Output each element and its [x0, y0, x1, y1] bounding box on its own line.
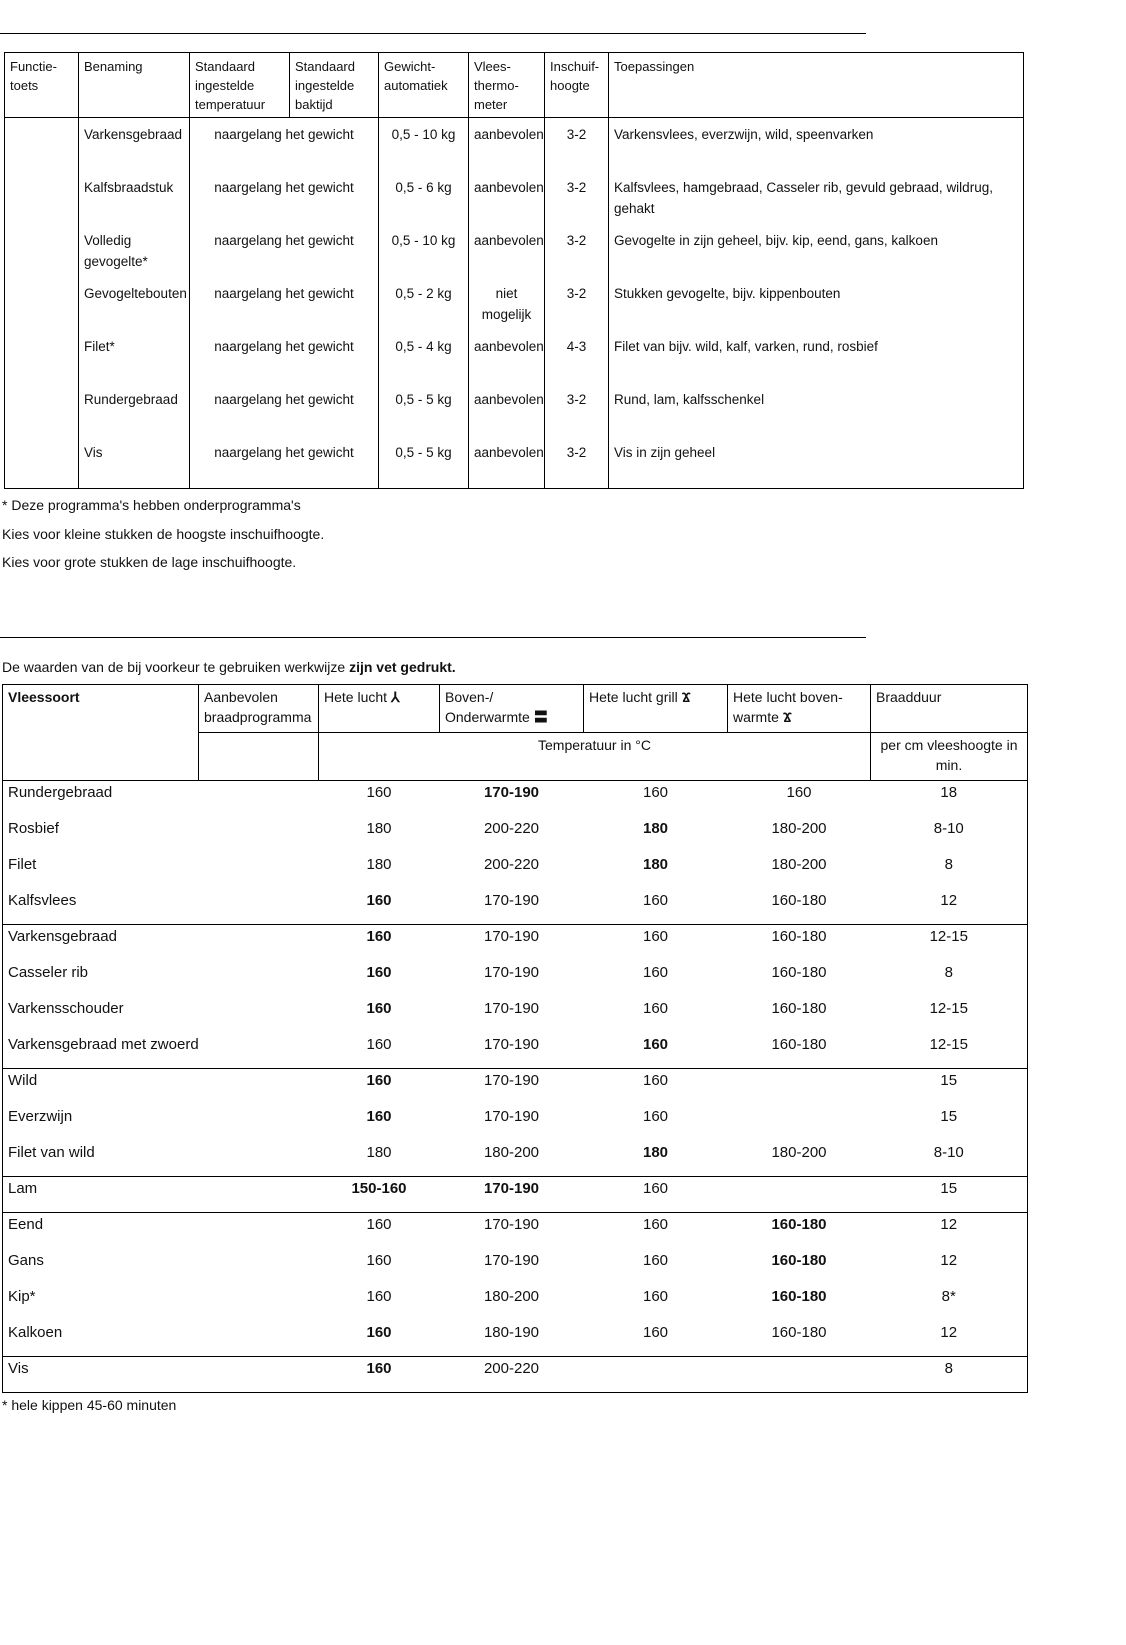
shelf-height: 3-2 [545, 118, 609, 171]
table-row [3, 817, 1028, 853]
table-row [3, 1141, 1028, 1177]
recommended-program [199, 1033, 319, 1069]
hot-air-top-heat-value: 160 [728, 781, 871, 817]
hot-air-top-heat-value: 160-180 [728, 1213, 871, 1249]
hot-air-value: 160 [366, 1251, 392, 1269]
shelf-height: 4-3 [545, 330, 609, 383]
duration-value: 12-15 [929, 999, 968, 1017]
hot-air-grill-value [584, 1357, 728, 1393]
hot-air-grill-value: 160 [642, 963, 669, 981]
top-bottom-heat-value: 170-190 [440, 1177, 584, 1213]
intro-bold: zijn vet gedrukt. [349, 659, 456, 675]
meat-type: Rosbief [8, 819, 59, 837]
recommended-program [199, 1177, 319, 1213]
meat-type: Everzwijn [8, 1107, 73, 1125]
hot-air-top-heat-value: 160-180 [771, 1035, 827, 1053]
function-key-cell [5, 436, 79, 489]
hot-air-top-heat-value [728, 1177, 871, 1213]
hot-air-top-heat-value [728, 1105, 871, 1141]
table-row [5, 171, 1024, 224]
applications: Gevogelte in zijn geheel, bijv. kip, eend, gans, kalkoen [609, 224, 1024, 277]
table-row [3, 1285, 1028, 1321]
hot-air-value: 160 [366, 891, 392, 909]
recommended-program [199, 997, 319, 1033]
column-header: Toepassingen [609, 53, 1024, 118]
header-hot-air-top: Hete lucht boven-warmte Ϫ [728, 685, 871, 733]
recommended-program [199, 1321, 319, 1357]
weight-range: 0,5 - 4 kg [379, 330, 469, 383]
top-bottom-heat-value: 170-190 [440, 925, 584, 961]
weight-range: 0,5 - 10 kg [379, 224, 469, 277]
meat-type: Varkensgebraad met zwoerd [8, 1035, 199, 1053]
program-name: Gevogeltebouten [79, 277, 190, 330]
top-bottom-heat-value: 170-190 [483, 891, 540, 909]
duration-value: 8* [941, 1287, 956, 1305]
standard-settings: naargelang het gewicht [190, 277, 379, 330]
top-bottom-heat-value: 170-190 [483, 963, 540, 981]
header-program: Aanbevolen braadprogramma [199, 685, 319, 733]
duration-value: 12-15 [929, 1035, 968, 1053]
program-name: Varkensgebraad [79, 118, 190, 171]
column-header: Benaming [79, 53, 190, 118]
table-row [3, 961, 1028, 997]
top-bottom-heat-value: 180-200 [483, 1143, 540, 1161]
standard-settings: naargelang het gewicht [190, 330, 379, 383]
table-row [3, 1321, 1028, 1357]
column-header: Inschuif- hoogte [545, 53, 609, 118]
top-bottom-heat-value: 200-220 [483, 819, 540, 837]
meat-type: Kalfsvlees [8, 891, 77, 909]
note: * Deze programma's hebben onderprogramma's [2, 497, 301, 513]
hot-air-value: 160 [366, 1107, 392, 1125]
meat-thermometer: aanbevolen [469, 330, 545, 383]
meat-thermometer: niet mogelijk [469, 277, 545, 330]
hot-air-top-heat-value: 180-200 [771, 1143, 827, 1161]
hot-air-grill-value: 160 [642, 1251, 669, 1269]
hot-air-grill-value: 180 [642, 819, 669, 837]
meat-type: Wild [3, 1069, 199, 1105]
roasting-table [2, 684, 1028, 1393]
standard-settings: naargelang het gewicht [190, 224, 379, 277]
note: Kies voor grote stukken de lage inschuifhoogte. [2, 554, 297, 570]
meat-type: Filet van wild [8, 1143, 95, 1161]
duration-value: 8-10 [933, 1143, 964, 1161]
hot-air-top-heat-value: 160-180 [771, 999, 827, 1017]
recommended-program [199, 1105, 319, 1141]
duration-value: 8 [871, 1357, 1028, 1393]
function-key-cell [5, 171, 79, 224]
table-row [5, 277, 1024, 330]
hot-air-grill-value: 160 [642, 1287, 669, 1305]
column-header: Standaard ingestelde baktijd [290, 53, 379, 118]
hot-air-value: 160 [319, 781, 440, 817]
meat-type: Filet [8, 855, 37, 873]
hot-air-icon: ⅄ [391, 689, 400, 705]
hot-air-grill-value: 160 [642, 891, 669, 909]
top-bottom-heat-value: 170-190 [440, 1213, 584, 1249]
program-name: Vis [79, 436, 190, 489]
top-bottom-heat-value: 170-190 [440, 781, 584, 817]
top-bottom-heat-value: 170-190 [483, 999, 540, 1017]
hot-air-value: 160 [366, 1035, 392, 1053]
top-bottom-heat-value: 200-220 [483, 855, 540, 873]
duration-value: 15 [871, 1177, 1028, 1213]
top-bottom-heat-value: 170-190 [483, 1035, 540, 1053]
shelf-height: 3-2 [545, 277, 609, 330]
weight-range: 0,5 - 2 kg [379, 277, 469, 330]
weight-range: 0,5 - 10 kg [379, 118, 469, 171]
notes [2, 491, 1024, 577]
standard-settings: naargelang het gewicht [190, 436, 379, 489]
hot-air-value: 160 [319, 925, 440, 961]
meat-thermometer: aanbevolen [469, 436, 545, 489]
recommended-program [199, 1285, 319, 1321]
roasting-section [2, 658, 1028, 1415]
program-name: Kalfsbraadstuk [79, 171, 190, 224]
top-bottom-heat-value: 200-220 [440, 1357, 584, 1393]
duration-value: 18 [871, 781, 1028, 817]
hot-air-value: 160 [366, 963, 392, 981]
hot-air-top-heat-value: 160-180 [771, 1287, 827, 1305]
duration-value: 12-15 [871, 925, 1028, 961]
column-header: Gewicht- automatiek [379, 53, 469, 118]
applications: Rund, lam, kalfsschenkel [609, 383, 1024, 436]
meat-type: Gans [8, 1251, 44, 1269]
function-key-cell [5, 277, 79, 330]
header-per-cm: per cm vleeshoogte in min. [871, 733, 1028, 781]
table-row [3, 781, 1028, 817]
table-row [3, 1177, 1028, 1213]
hot-air-value: 180 [366, 855, 392, 873]
header-duration: Braadduur [871, 685, 1028, 733]
meat-type: Varkensgebraad [3, 925, 199, 961]
top-bottom-heat-value: 180-190 [483, 1323, 540, 1341]
meat-type: Rundergebraad [3, 781, 199, 817]
standard-settings: naargelang het gewicht [190, 383, 379, 436]
table-row [3, 997, 1028, 1033]
applications: Vis in zijn geheel [609, 436, 1024, 489]
intro-text [2, 658, 1028, 676]
hot-air-grill-value: 180 [642, 1143, 669, 1161]
meat-type: Casseler rib [8, 963, 89, 981]
hot-air-value: 160 [319, 1357, 440, 1393]
hot-air-grill-value: 160 [584, 925, 728, 961]
recommended-program [199, 925, 319, 961]
duration-value: 12 [940, 1251, 958, 1269]
meat-type: Lam [3, 1177, 199, 1213]
table-row [3, 889, 1028, 925]
table-row [3, 853, 1028, 889]
hot-air-top-heat-value [728, 1069, 871, 1105]
table-row [3, 1105, 1028, 1141]
header-top-bottom: Boven-/ Onderwarmte 〓 [440, 685, 584, 733]
header-hot-air: Hete lucht ⅄ [319, 685, 440, 733]
table-row [3, 1069, 1028, 1105]
hot-air-value: 160 [366, 1323, 392, 1341]
hot-air-grill-value: 160 [584, 1213, 728, 1249]
meat-type: Varkensschouder [8, 999, 124, 1017]
meat-type: Kalkoen [8, 1323, 63, 1341]
hot-air-grill-value: 160 [642, 1107, 669, 1125]
table-row [3, 1249, 1028, 1285]
column-header: Functie- toets [5, 53, 79, 118]
note: Kies voor kleine stukken de hoogste inschuifhoogte. [2, 525, 325, 542]
table-row [5, 436, 1024, 489]
column-header: Standaard ingestelde temperatuur [190, 53, 290, 118]
function-key-cell [5, 330, 79, 383]
hot-air-top-heat-value: 160-180 [771, 891, 827, 909]
weight-range: 0,5 - 5 kg [379, 436, 469, 489]
recommended-program [199, 961, 319, 997]
header-empty [199, 733, 319, 781]
hot-air-grill-value: 160 [642, 1035, 669, 1053]
meat-type: Eend [3, 1213, 199, 1249]
table-row [5, 330, 1024, 383]
hot-air-value: 160 [319, 1069, 440, 1105]
table-row [5, 224, 1024, 277]
hot-air-grill-value: 160 [642, 1323, 669, 1341]
roast-programs-table [4, 52, 1024, 489]
shelf-height: 3-2 [545, 383, 609, 436]
hot-air-top-heat-value: 160-180 [771, 1251, 827, 1269]
shelf-height: 3-2 [545, 436, 609, 489]
duration-value: 12 [940, 891, 958, 909]
duration-value: 8-10 [933, 819, 964, 837]
recommended-program [199, 1249, 319, 1285]
hot-air-top-heat-value: 160-180 [728, 925, 871, 961]
function-key-cell [5, 383, 79, 436]
top-bottom-heat-value: 170-190 [483, 1107, 540, 1125]
recommended-program [199, 781, 319, 817]
weight-range: 0,5 - 5 kg [379, 383, 469, 436]
recommended-program [199, 1069, 319, 1105]
top-rule [0, 33, 866, 34]
program-name: Filet* [79, 330, 190, 383]
hot-air-top-heat-value: 180-200 [771, 855, 827, 873]
programs-section [4, 52, 1024, 577]
column-header: Vlees- thermo- meter [469, 53, 545, 118]
footnote: * hele kippen 45-60 minuten [2, 1397, 177, 1413]
hot-air-grill-value: 160 [642, 999, 669, 1017]
shelf-height: 3-2 [545, 224, 609, 277]
hot-air-top-heat-icon: Ϫ [782, 709, 792, 725]
hot-air-top-heat-value: 160-180 [771, 1323, 827, 1341]
section-rule [0, 637, 866, 638]
recommended-program [199, 1357, 319, 1393]
applications: Kalfsvlees, hamgebraad, Casseler rib, gevuld gebraad, wildrug, gehakt [609, 171, 1024, 224]
applications: Varkensvlees, everzwijn, wild, speenvarken [609, 118, 1024, 171]
hot-air-grill-value: 180 [642, 855, 669, 873]
duration-value: 15 [871, 1069, 1028, 1105]
program-name: Rundergebraad [79, 383, 190, 436]
hot-air-grill-value: 160 [584, 1069, 728, 1105]
recommended-program [199, 1141, 319, 1177]
shelf-height: 3-2 [545, 171, 609, 224]
table-row [3, 1213, 1028, 1249]
table-row [5, 118, 1024, 171]
hot-air-top-heat-value: 160-180 [771, 963, 827, 981]
hot-air-top-heat-value: 180-200 [771, 819, 827, 837]
hot-air-value: 160 [366, 999, 392, 1017]
applications: Filet van bijv. wild, kalf, varken, rund, rosbief [609, 330, 1024, 383]
weight-range: 0,5 - 6 kg [379, 171, 469, 224]
hot-air-value: 180 [366, 1143, 392, 1161]
meat-thermometer: aanbevolen [469, 171, 545, 224]
recommended-program [199, 853, 319, 889]
table-row [3, 1357, 1028, 1393]
hot-air-grill-icon: Ϫ [681, 689, 691, 705]
top-bottom-heat-icon: 〓 [533, 709, 548, 725]
function-key-cell [5, 224, 79, 277]
header-hot-air-grill: Hete lucht grill Ϫ [584, 685, 728, 733]
meat-thermometer: aanbevolen [469, 224, 545, 277]
duration-value: 8 [944, 855, 953, 873]
hot-air-top-heat-value [728, 1357, 871, 1393]
applications: Stukken gevogelte, bijv. kippenbouten [609, 277, 1024, 330]
top-bottom-heat-value: 180-200 [483, 1287, 540, 1305]
hot-air-grill-value: 160 [584, 781, 728, 817]
top-bottom-heat-value: 170-190 [440, 1069, 584, 1105]
hot-air-grill-value: 160 [584, 1177, 728, 1213]
duration-value: 12 [940, 1323, 958, 1341]
table-row [3, 925, 1028, 961]
intro-normal: De waarden van de bij voorkeur te gebruiken werkwijze [2, 659, 350, 675]
recommended-program [199, 889, 319, 925]
function-key-cell [5, 118, 79, 171]
duration-value: 12 [871, 1213, 1028, 1249]
header-temperature: Temperatuur in °C [319, 733, 871, 781]
table-row [3, 1033, 1028, 1069]
meat-thermometer: aanbevolen [469, 118, 545, 171]
duration-value: 8 [944, 963, 953, 981]
meat-thermometer: aanbevolen [469, 383, 545, 436]
header-meat: Vleessoort [3, 685, 199, 781]
hot-air-value: 160 [366, 1287, 392, 1305]
top-bottom-heat-value: 170-190 [483, 1251, 540, 1269]
standard-settings: naargelang het gewicht [190, 171, 379, 224]
recommended-program [199, 817, 319, 853]
meat-type: Kip* [8, 1287, 36, 1305]
table-row [5, 383, 1024, 436]
hot-air-value: 160 [319, 1213, 440, 1249]
hot-air-value: 180 [366, 819, 392, 837]
meat-type: Vis [3, 1357, 199, 1393]
standard-settings: naargelang het gewicht [190, 118, 379, 171]
hot-air-value: 150-160 [319, 1177, 440, 1213]
program-name: Volledig gevogelte* [79, 224, 190, 277]
recommended-program [199, 1213, 319, 1249]
duration-value: 15 [940, 1107, 958, 1125]
